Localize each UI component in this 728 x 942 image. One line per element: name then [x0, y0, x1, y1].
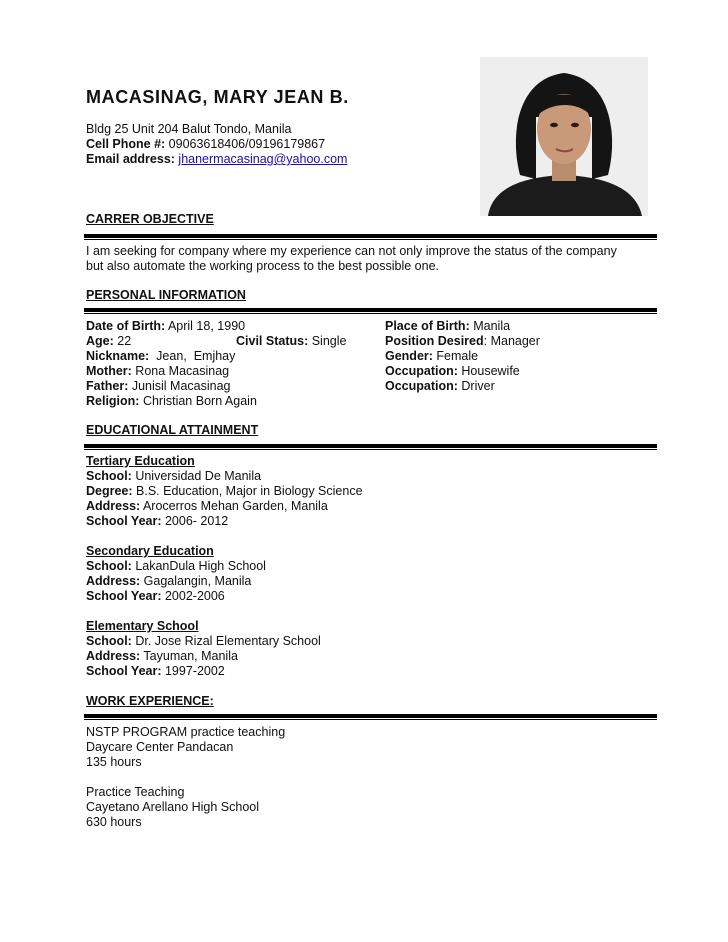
position-value: : Manager [483, 334, 540, 348]
address-line: Bldg 25 Unit 204 Balut Tondo, Manila [86, 122, 292, 136]
spacer [86, 529, 363, 544]
tertiary-heading: Tertiary Education [86, 454, 195, 468]
civil-status-value: Single [308, 334, 347, 348]
nickname-label: Nickname: [86, 349, 150, 363]
education-block [86, 454, 363, 679]
secondary-year-value: 2002-2006 [161, 589, 225, 603]
secondary-heading: Secondary Education [86, 544, 214, 558]
applicant-photo [480, 57, 648, 216]
elementary-school-value: Dr. Jose Rizal Elementary School [131, 634, 321, 648]
secondary-school-label: School: [86, 559, 132, 573]
objective-line-1: I am seeking for company where my experience can not only improve the status of the company [86, 244, 617, 258]
phone-value: 09063618406/09196179867 [165, 137, 326, 151]
mother-occupation-label: Occupation: [385, 364, 458, 378]
spacer [86, 604, 363, 619]
pob-value: Manila [469, 319, 511, 333]
email-line [86, 152, 347, 167]
father-occupation-value: Driver [457, 379, 495, 393]
objective-line-2: but also automate the working process to the best possible one. [86, 259, 439, 273]
work-divider [84, 714, 657, 720]
elementary-address-row [86, 649, 363, 664]
age-label: Age: [86, 334, 114, 348]
age-value: 22 [113, 334, 132, 348]
job2-hours: 630 hours [86, 815, 142, 829]
job1-place: Daycare Center Pandacan [86, 740, 234, 754]
religion-row [86, 394, 257, 409]
gender-row [385, 349, 540, 364]
tertiary-year-label: School Year: [86, 514, 162, 528]
objective-title: CARRER OBJECTIVE [86, 212, 214, 226]
mother-occupation-row [385, 364, 540, 379]
father-value: Junisil Macasinag [128, 379, 231, 393]
nickname-value: Jean, Emjhay [149, 349, 236, 363]
job1-title: NSTP PROGRAM practice teaching [86, 725, 286, 739]
nickname-row [86, 349, 257, 364]
education-divider [84, 444, 657, 450]
objective-text [86, 244, 617, 274]
job1-hours: 135 hours [86, 755, 142, 769]
applicant-name: MACASINAG, MARY JEAN B. [86, 87, 349, 107]
father-occupation-row [385, 379, 540, 394]
tertiary-year-row [86, 514, 363, 529]
education-title: EDUCATIONAL ATTAINMENT [86, 423, 259, 437]
job2-title: Practice Teaching [86, 785, 185, 799]
tertiary-address-row [86, 499, 363, 514]
phone-line [86, 137, 347, 152]
tertiary-degree-value: B.S. Education, Major in Biology Science [132, 484, 363, 498]
dob-row [86, 319, 257, 334]
civil-status-label: Civil Status: [236, 334, 309, 348]
personal-left-column [86, 319, 257, 409]
mother-label: Mother: [86, 364, 132, 378]
job2-place: Cayetano Arellano High School [86, 800, 260, 814]
tertiary-address-value: Arocerros Mehan Garden, Manila [140, 499, 328, 513]
father-label: Father: [86, 379, 129, 393]
secondary-school-value: LakanDula High School [131, 559, 266, 573]
tertiary-address-label: Address: [86, 499, 141, 513]
secondary-year-row [86, 589, 363, 604]
secondary-address-label: Address: [86, 574, 141, 588]
secondary-address-row [86, 574, 363, 589]
mother-row [86, 364, 257, 379]
elementary-year-value: 1997-2002 [161, 664, 225, 678]
gender-label: Gender: [385, 349, 433, 363]
spacer [86, 770, 285, 785]
personal-right-column [385, 319, 540, 394]
elementary-heading: Elementary School [86, 619, 199, 633]
position-label: Position Desired [385, 334, 484, 348]
dob-value: April 18, 1990 [165, 319, 246, 333]
age-row [86, 334, 257, 349]
elementary-address-value: Tayuman, Manila [140, 649, 238, 663]
email-link[interactable]: jhanermacasinag@yahoo.com [178, 152, 348, 166]
position-row [385, 334, 540, 349]
civil-status-row [236, 334, 346, 349]
portrait-image [480, 57, 648, 216]
mother-value: Rona Macasinag [131, 364, 230, 378]
secondary-year-label: School Year: [86, 589, 162, 603]
dob-label: Date of Birth: [86, 319, 166, 333]
gender-value: Female [432, 349, 479, 363]
elementary-address-label: Address: [86, 649, 141, 663]
secondary-address-value: Gagalangin, Manila [140, 574, 252, 588]
tertiary-school-value: Universidad De Manila [131, 469, 262, 483]
personal-title: PERSONAL INFORMATION [86, 288, 246, 302]
work-title: WORK EXPERIENCE: [86, 694, 214, 708]
phone-label: Cell Phone #: [86, 137, 166, 151]
tertiary-degree-label: Degree: [86, 484, 133, 498]
personal-divider [84, 308, 657, 314]
mother-occupation-value: Housewife [457, 364, 520, 378]
elementary-year-label: School Year: [86, 664, 162, 678]
objective-divider [84, 234, 657, 240]
tertiary-school-row [86, 469, 363, 484]
tertiary-degree-row [86, 484, 363, 499]
work-block [86, 725, 285, 830]
tertiary-year-value: 2006- 2012 [161, 514, 229, 528]
secondary-school-row [86, 559, 363, 574]
elementary-year-row [86, 664, 363, 679]
father-row [86, 379, 257, 394]
tertiary-school-label: School: [86, 469, 132, 483]
pob-label: Place of Birth: [385, 319, 470, 333]
father-occupation-label: Occupation: [385, 379, 458, 393]
pob-row [385, 319, 540, 334]
elementary-school-label: School: [86, 634, 132, 648]
religion-label: Religion: [86, 394, 140, 408]
religion-value: Christian Born Again [139, 394, 257, 408]
email-label: Email address: [86, 152, 175, 166]
contact-block [86, 122, 347, 167]
elementary-school-row [86, 634, 363, 649]
